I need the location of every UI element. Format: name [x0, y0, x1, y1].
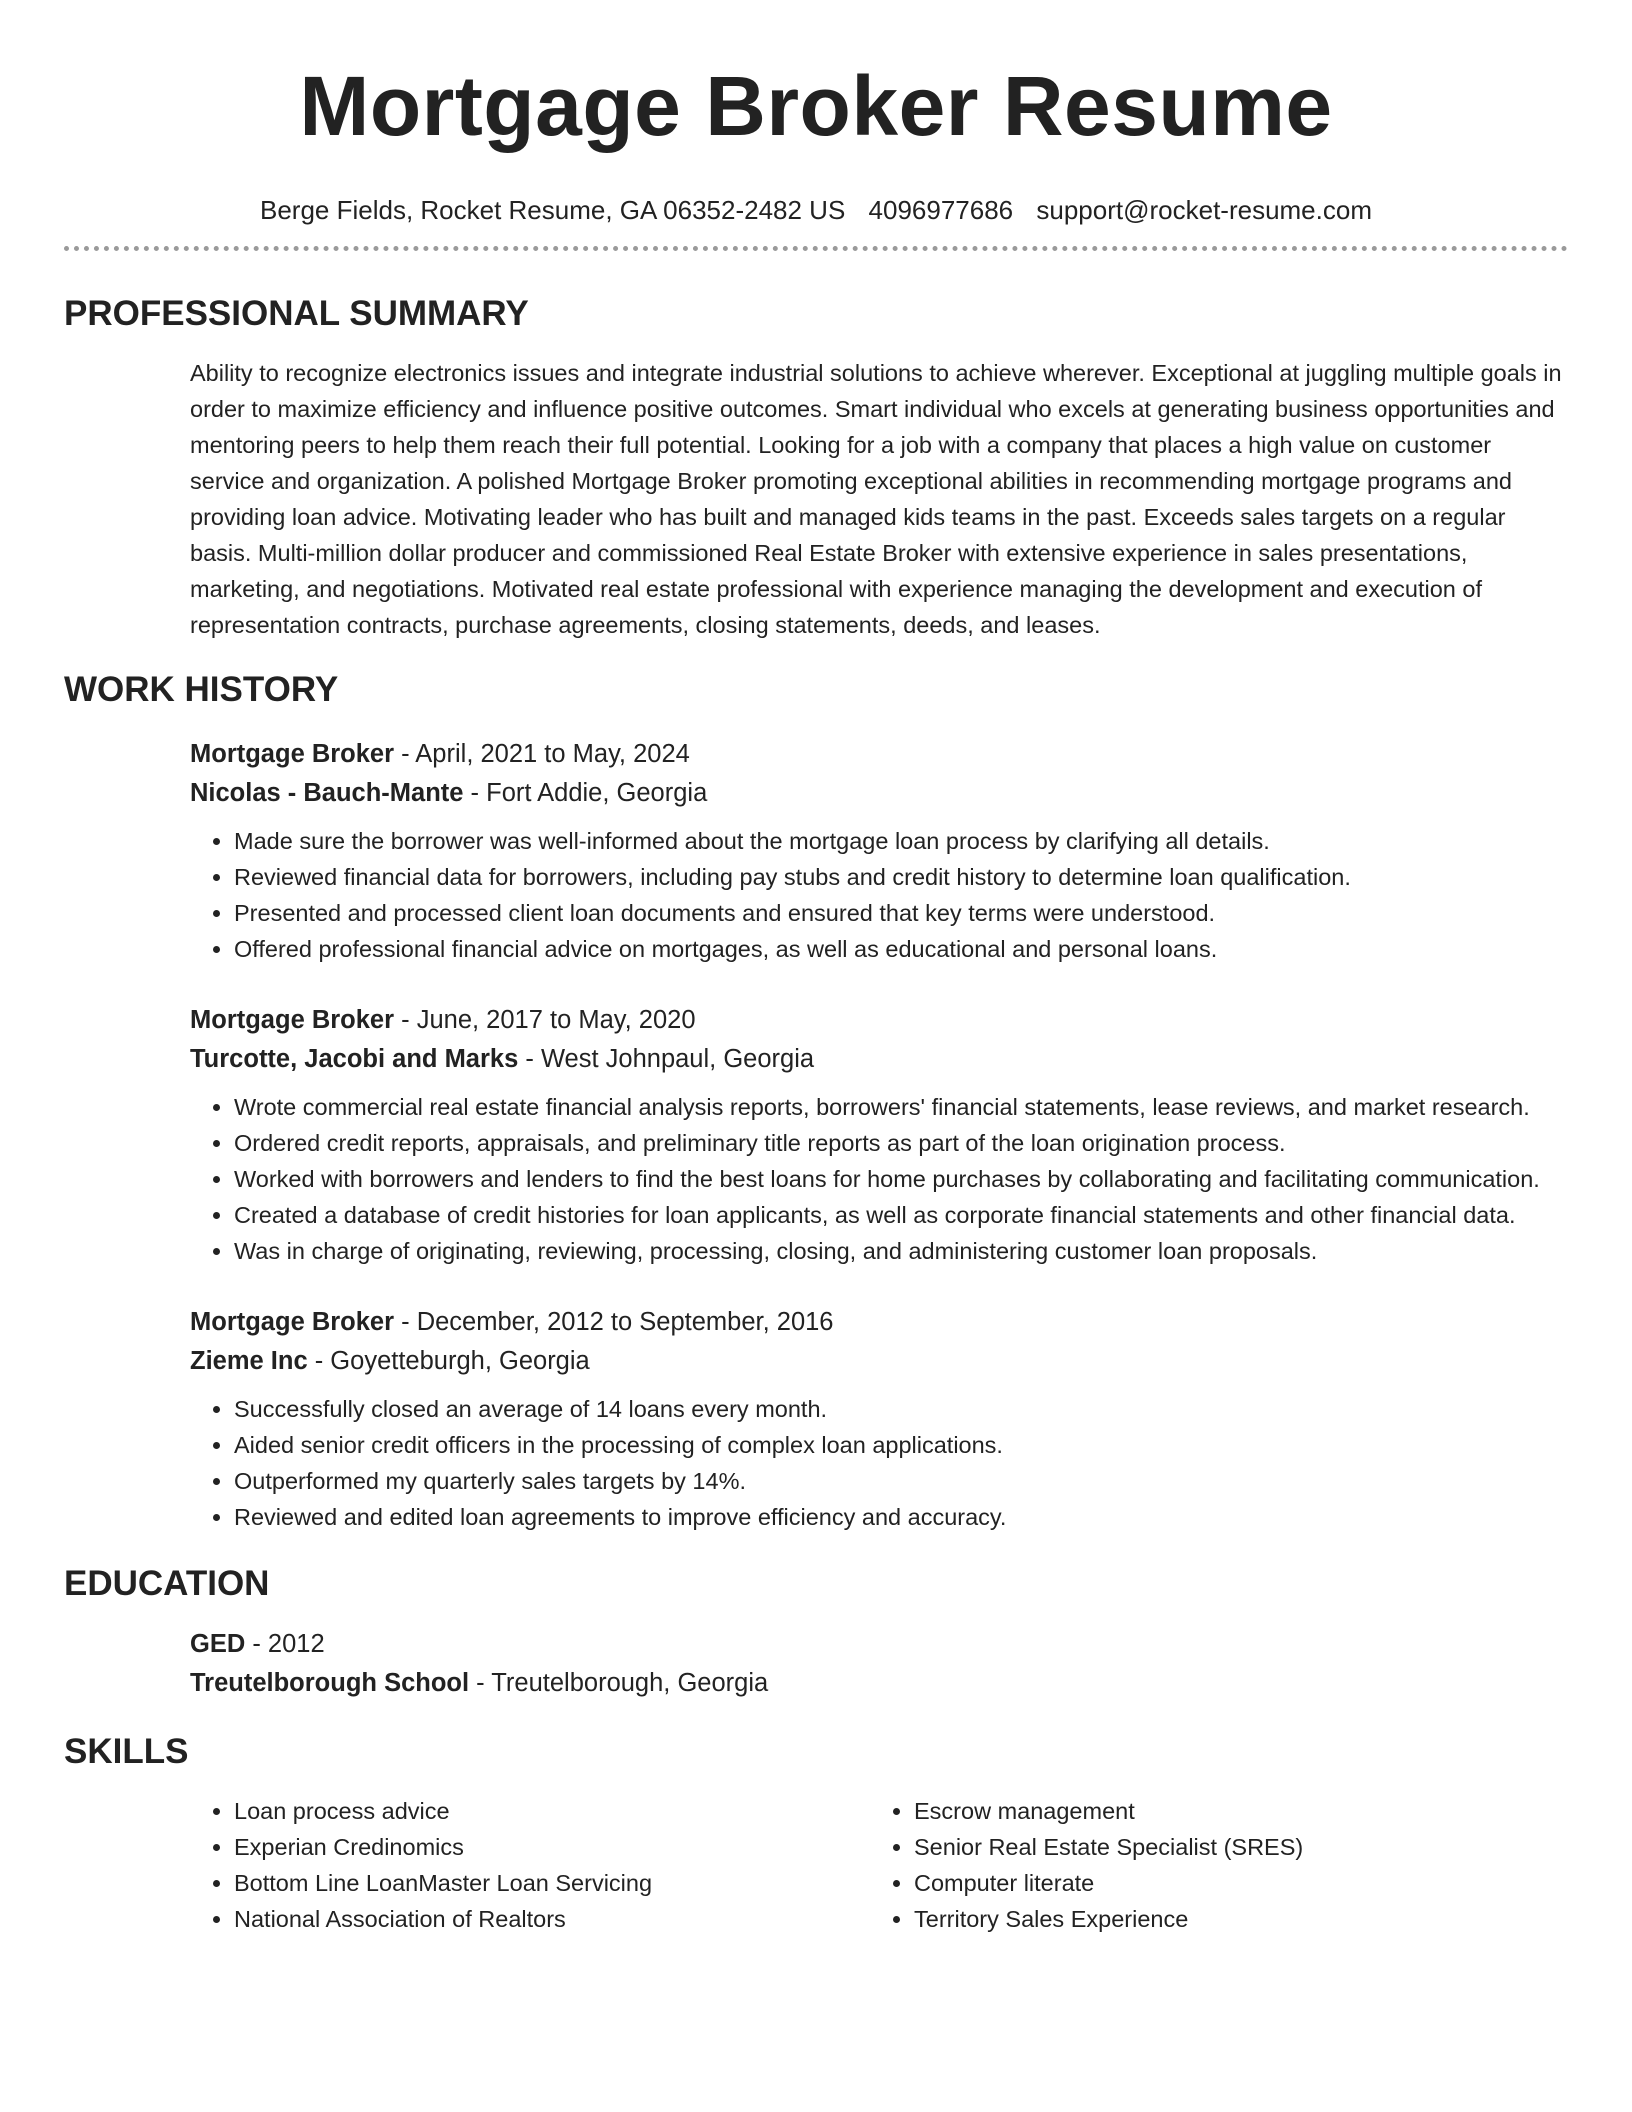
- resume-header: [64, 0, 1568, 251]
- summary-section: [64, 293, 1568, 643]
- job-title-line: [190, 1001, 1568, 1040]
- skills-section: [64, 1731, 1568, 1937]
- contact-address: Berge Fields, Rocket Resume, GA 06352-2482 US: [259, 195, 846, 225]
- education-body: [190, 1625, 1568, 1703]
- list-item: • Territory Sales Experience: [914, 1901, 1303, 1937]
- job-role: Mortgage Broker: [190, 1006, 395, 1034]
- list-item: • Worked with borrowers and lenders to find the best loans for home purchases by collaborating and facilitating communication.: [234, 1161, 1568, 1197]
- job-title-line: [190, 735, 1568, 774]
- list-item: • National Association of Realtors: [234, 1901, 870, 1937]
- work-history-section: [64, 669, 1568, 1535]
- job-role: Mortgage Broker: [190, 1308, 395, 1336]
- work-history-body: [190, 735, 1568, 1535]
- list-item: • Reviewed financial data for borrowers, including pay stubs and credit history to determine loan qualification.: [234, 859, 1568, 895]
- list-item: • Reviewed and edited loan agreements to improve efficiency and accuracy.: [234, 1499, 1568, 1535]
- job-company-line: [190, 1040, 1568, 1079]
- education-school-line: [190, 1664, 1568, 1703]
- list-item: • Created a database of credit histories for loan applicants, as well as corporate financial statements and other financial data.: [234, 1197, 1568, 1233]
- summary-heading: PROFESSIONAL SUMMARY: [64, 294, 529, 333]
- job-company: Nicolas - Bauch-Mante: [190, 779, 464, 807]
- job-location: - Goyetteburgh, Georgia: [307, 1347, 590, 1375]
- list-item: • Successfully closed an average of 14 loans every month.: [234, 1391, 1568, 1427]
- skills-body: [190, 1793, 1568, 1937]
- job-bullets: [190, 823, 1568, 967]
- list-item: • Ordered credit reports, appraisals, and preliminary title reports as part of the loan origination process.: [234, 1125, 1568, 1161]
- list-item: • Bottom Line LoanMaster Loan Servicing: [234, 1865, 870, 1901]
- job-location: - Fort Addie, Georgia: [463, 779, 708, 807]
- education-school: Treutelborough School: [190, 1669, 470, 1697]
- list-item: • Aided senior credit officers in the processing of complex loan applications.: [234, 1427, 1568, 1463]
- education-heading: EDUCATION: [64, 1564, 270, 1603]
- list-item: • Senior Real Estate Specialist (SRES): [914, 1829, 1303, 1865]
- skills-grid: [190, 1793, 1568, 1937]
- job-entry: [190, 735, 1568, 967]
- job-role: Mortgage Broker: [190, 740, 395, 768]
- list-item: • Was in charge of originating, reviewing, processing, closing, and administering customer loan proposals.: [234, 1233, 1568, 1269]
- job-company-line: [190, 774, 1568, 813]
- education-section: [64, 1563, 1568, 1703]
- job-dates: - December, 2012 to September, 2016: [394, 1308, 834, 1336]
- job-bullets: [190, 1089, 1568, 1269]
- contact-phone: 4096977686: [868, 195, 1014, 225]
- list-item: • Experian Credinomics: [234, 1829, 870, 1865]
- contact-email: support@rocket-resume.com: [1036, 195, 1372, 225]
- list-item: • Loan process advice: [234, 1793, 870, 1829]
- job-title-line: [190, 1303, 1568, 1342]
- job-location: - West Johnpaul, Georgia: [518, 1045, 815, 1073]
- job-dates: - April, 2021 to May, 2024: [394, 740, 690, 768]
- list-item: • Offered professional financial advice on mortgages, as well as educational and personal loans.: [234, 931, 1568, 967]
- skills-column-left: [190, 1793, 870, 1937]
- job-entry: [190, 1001, 1568, 1269]
- summary-text: Ability to recognize electronics issues and integrate industrial solutions to achieve wherever. Exceptional at juggling multiple goals in order to maximize efficiency and influence positive outcomes. Smart individual who excels at generating business opportunities and mentoring peers to help them reach their full potential. Looking for a job with a company that places a high value on customer service and organization. A polished Mortgage Broker promoting exceptional abilities in recommending mortgage programs and providing loan advice. Motivating leader who has built and managed kids teams in the past. Exceeds sales targets on a regular basis. Multi-million dollar producer and commissioned Real Estate Broker with extensive experience in sales presentations, marketing, and negotiations. Motivated real estate professional with experience managing the development and execution of representation contracts, purchase agreements, closing statements, deeds, and leases.: [190, 360, 1562, 638]
- list-item: • Presented and processed client loan documents and ensured that key terms were understood.: [234, 895, 1568, 931]
- job-company: Turcotte, Jacobi and Marks: [190, 1045, 519, 1073]
- list-item: • Escrow management: [914, 1793, 1303, 1829]
- list-item: • Wrote commercial real estate financial analysis reports, borrowers' financial statements, lease reviews, and market research.: [234, 1089, 1568, 1125]
- skills-heading: SKILLS: [64, 1732, 189, 1771]
- header-divider: [64, 246, 1568, 251]
- job-company-line: [190, 1342, 1568, 1381]
- education-degree: GED: [190, 1630, 246, 1658]
- job-dates: - June, 2017 to May, 2020: [394, 1006, 696, 1034]
- work-history-heading: WORK HISTORY: [64, 670, 339, 709]
- summary-body: [190, 355, 1568, 643]
- job-entry: [190, 1303, 1568, 1535]
- education-year: - 2012: [245, 1630, 325, 1658]
- list-item: • Outperformed my quarterly sales targets by 14%.: [234, 1463, 1568, 1499]
- contact-line: [64, 194, 1568, 226]
- job-company: Zieme Inc: [190, 1347, 308, 1375]
- skills-column-right: [870, 1793, 1303, 1937]
- list-item: • Computer literate: [914, 1865, 1303, 1901]
- list-item: • Made sure the borrower was well-informed about the mortgage loan process by clarifying all details.: [234, 823, 1568, 859]
- page-title: Mortgage Broker Resume: [299, 59, 1333, 153]
- education-location: - Treutelborough, Georgia: [469, 1669, 769, 1697]
- job-bullets: [190, 1391, 1568, 1535]
- education-degree-line: [190, 1625, 1568, 1664]
